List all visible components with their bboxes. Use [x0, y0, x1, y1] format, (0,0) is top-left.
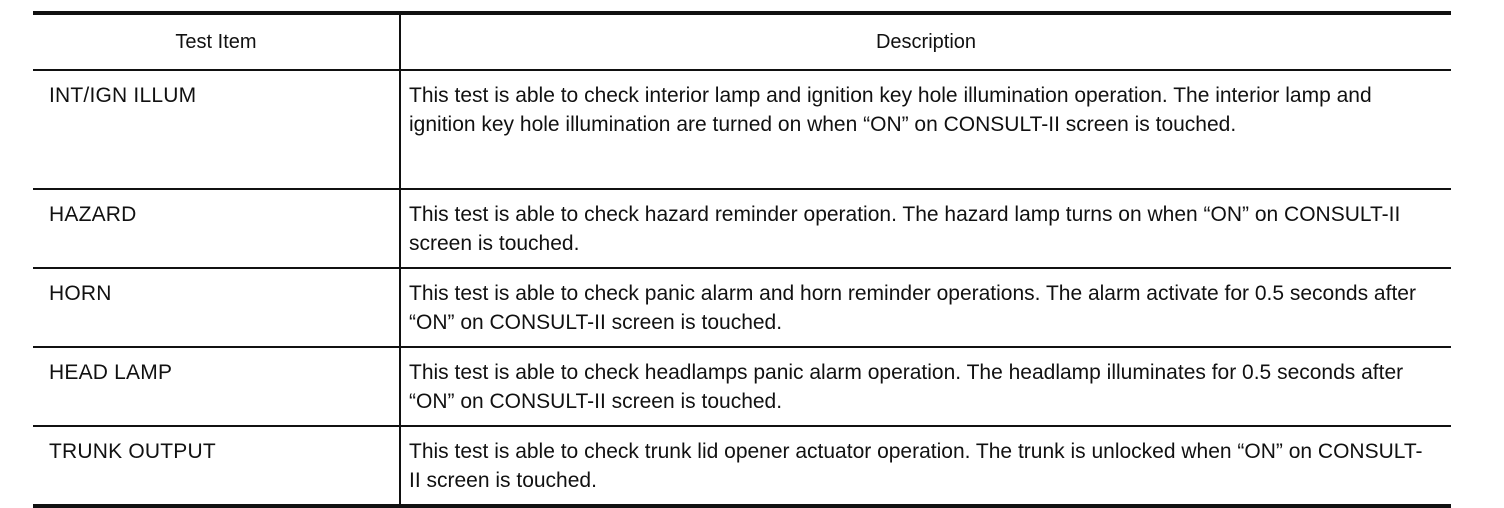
header-row	[33, 15, 1451, 70]
description-cell: This test is able to check panic alarm and horn reminder operations. The alarm activate for 0.5 seconds after “ON” on CONSULT-II screen is touched.	[400, 268, 1451, 347]
description-cell: This test is able to check hazard reminder operation. The hazard lamp turns on when “ON” on CONSULT-II screen is touched.	[400, 189, 1451, 268]
table-row	[33, 426, 1451, 504]
test-item-cell: INT/IGN ILLUM	[33, 70, 400, 189]
description-header: Description	[400, 15, 1451, 70]
test-description-table	[33, 15, 1451, 504]
description-cell: This test is able to check headlamps panic alarm operation. The headlamp illuminates for 0.5 seconds after “ON” on CONSULT-II screen is touched.	[400, 347, 1451, 426]
table-row	[33, 268, 1451, 347]
test-item-cell: TRUNK OUTPUT	[33, 426, 400, 504]
test-item-cell: HORN	[33, 268, 400, 347]
table-row	[33, 189, 1451, 268]
test-item-cell: HAZARD	[33, 189, 400, 268]
test-item-table	[33, 11, 1451, 508]
test-item-header: Test Item	[33, 15, 400, 70]
description-cell: This test is able to check interior lamp and ignition key hole illumination operation. The interior lamp and ignition key hole illumination are turned on when “ON” on CONSULT-II screen is touched.	[400, 70, 1451, 189]
description-cell: This test is able to check trunk lid opener actuator operation. The trunk is unlocked when “ON” on CONSULT-II screen is touched.	[409, 440, 1423, 492]
table-row	[33, 347, 1451, 426]
test-item-cell: HEAD LAMP	[33, 347, 400, 426]
table-row	[33, 70, 1451, 189]
